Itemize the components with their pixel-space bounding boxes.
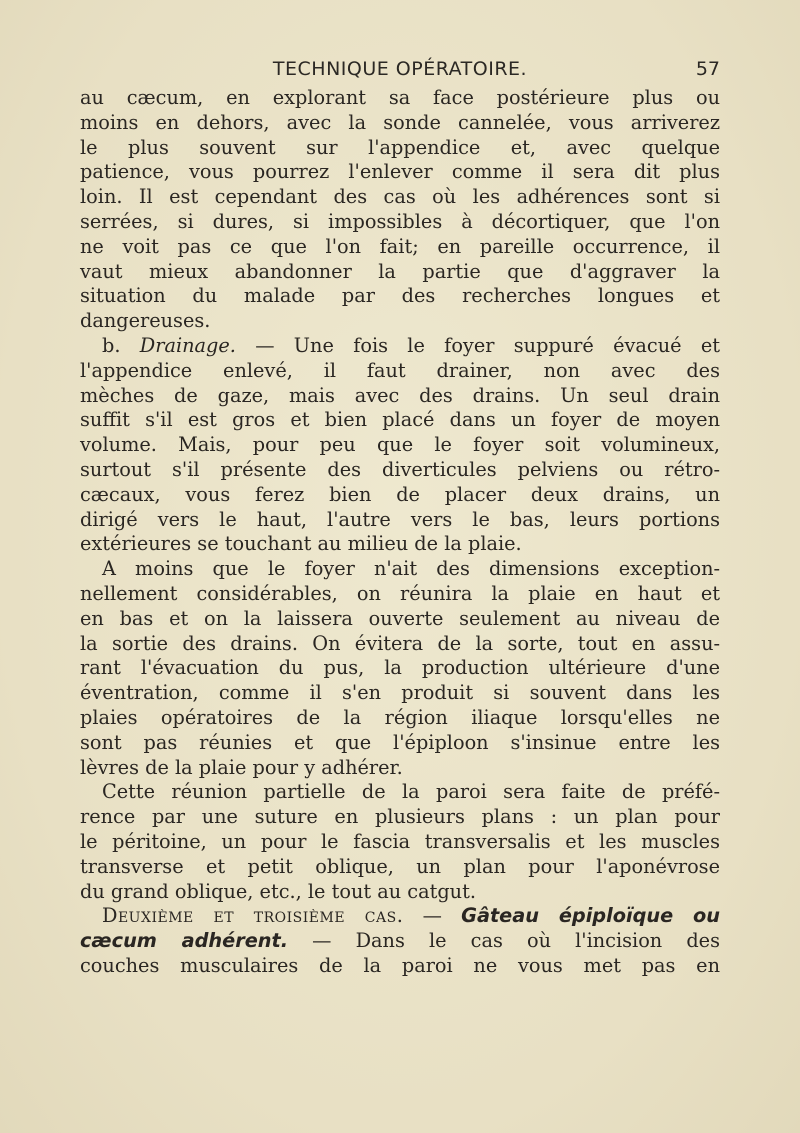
section-heading-line: b. Drainage. — Une fois le foyer suppuré évacué et — [102, 333, 720, 357]
text-line: le plus souvent sur l'appendice et, avec quelque — [80, 135, 720, 159]
body-text — [80, 86, 720, 979]
text-line: éventration, comme il s'en produit si souvent dans les — [80, 681, 720, 705]
text-line: lèvres de la plaie pour y adhérer. — [80, 755, 403, 779]
text-line: l'appendice enlevé, il faut drainer, non avec des — [80, 358, 720, 382]
text-line: extérieures se touchant au milieu de la plaie. — [80, 532, 522, 556]
text-line: surtout s'il présente des diverticules pelviens ou rétro- — [80, 457, 720, 481]
text-line: en bas et on la laissera ouverte seulement au niveau de — [80, 606, 720, 630]
text-line: patience, vous pourrez l'enlever comme il sera dit plus — [80, 160, 720, 184]
running-head — [80, 58, 720, 84]
section-title-cases: Deuxième et troisième cas. — [102, 904, 404, 928]
text-line: serrées, si dures, si impossibles à décortiquer, que l'on — [80, 209, 720, 233]
section-title-drainage: Drainage. — [139, 333, 236, 357]
page-number: 57 — [695, 58, 720, 80]
text-line: loin. Il est cependant des cas où les adhérences sont si — [80, 185, 720, 209]
text-line: A moins que le foyer n'ait des dimensions exception- — [102, 557, 720, 581]
text-line: mèches de gaze, mais avec des drains. Un seul drain — [80, 383, 720, 407]
text-line: dangereuses. — [80, 309, 211, 333]
text-line: volume. Mais, pour peu que le foyer soit volumineux, — [80, 433, 720, 457]
text-line: rant l'évacuation du pus, la production ultérieure d'une — [80, 656, 720, 680]
subsection-title: Gâteau épiploïque ou — [461, 904, 720, 928]
text-line: nellement considérables, on réunira la plaie en haut et — [80, 581, 720, 605]
text-line: ne voit pas ce que l'on fait; en pareille occurrence, il — [80, 234, 720, 258]
text-line: dirigé vers le haut, l'autre vers le bas, leurs portions — [80, 507, 720, 531]
text-line: cæcum adhérent. — Dans le cas où l'incision des — [80, 929, 720, 953]
text-line: rence par une suture en plusieurs plans : un plan pour — [80, 805, 720, 829]
text-line: moins en dehors, avec la sonde cannelée, vous arriverez — [80, 110, 720, 134]
text-line: situation du malade par des recherches longues et — [80, 284, 720, 308]
text-line: couches musculaires de la paroi ne vous met pas en — [80, 953, 720, 977]
text-line: transverse et petit oblique, un plan pour l'aponévrose — [80, 854, 720, 878]
text-line: au cæcum, en explorant sa face postérieure plus ou — [80, 86, 720, 109]
text-line: cæcaux, vous ferez bien de placer deux drains, un — [80, 482, 720, 506]
text-line: sont pas réunies et que l'épiploon s'insinue entre les — [80, 730, 720, 754]
text-line: du grand oblique, etc., le tout au catgut. — [80, 879, 476, 903]
text-line: la sortie des drains. On évitera de la sorte, tout en assu- — [80, 631, 720, 655]
running-head-title: TECHNIQUE OPÉRATOIRE. — [272, 58, 528, 80]
text-line: Cette réunion partielle de la paroi sera faite de préfé- — [102, 780, 720, 804]
text-line: suffit s'il est gros et bien placé dans un foyer de moyen — [80, 408, 720, 432]
text-line: plaies opératoires de la région iliaque lorsqu'elles ne — [80, 705, 720, 729]
text-line: vaut mieux abandonner la partie que d'aggraver la — [80, 259, 720, 283]
text-line: le péritoine, un pour le fascia transversalis et les muscles — [80, 829, 720, 853]
subsection-title-cont: cæcum adhérent. — [80, 929, 289, 953]
section-heading-line: Deuxième et troisième cas. — Gâteau épiploïque ou — [102, 904, 720, 928]
